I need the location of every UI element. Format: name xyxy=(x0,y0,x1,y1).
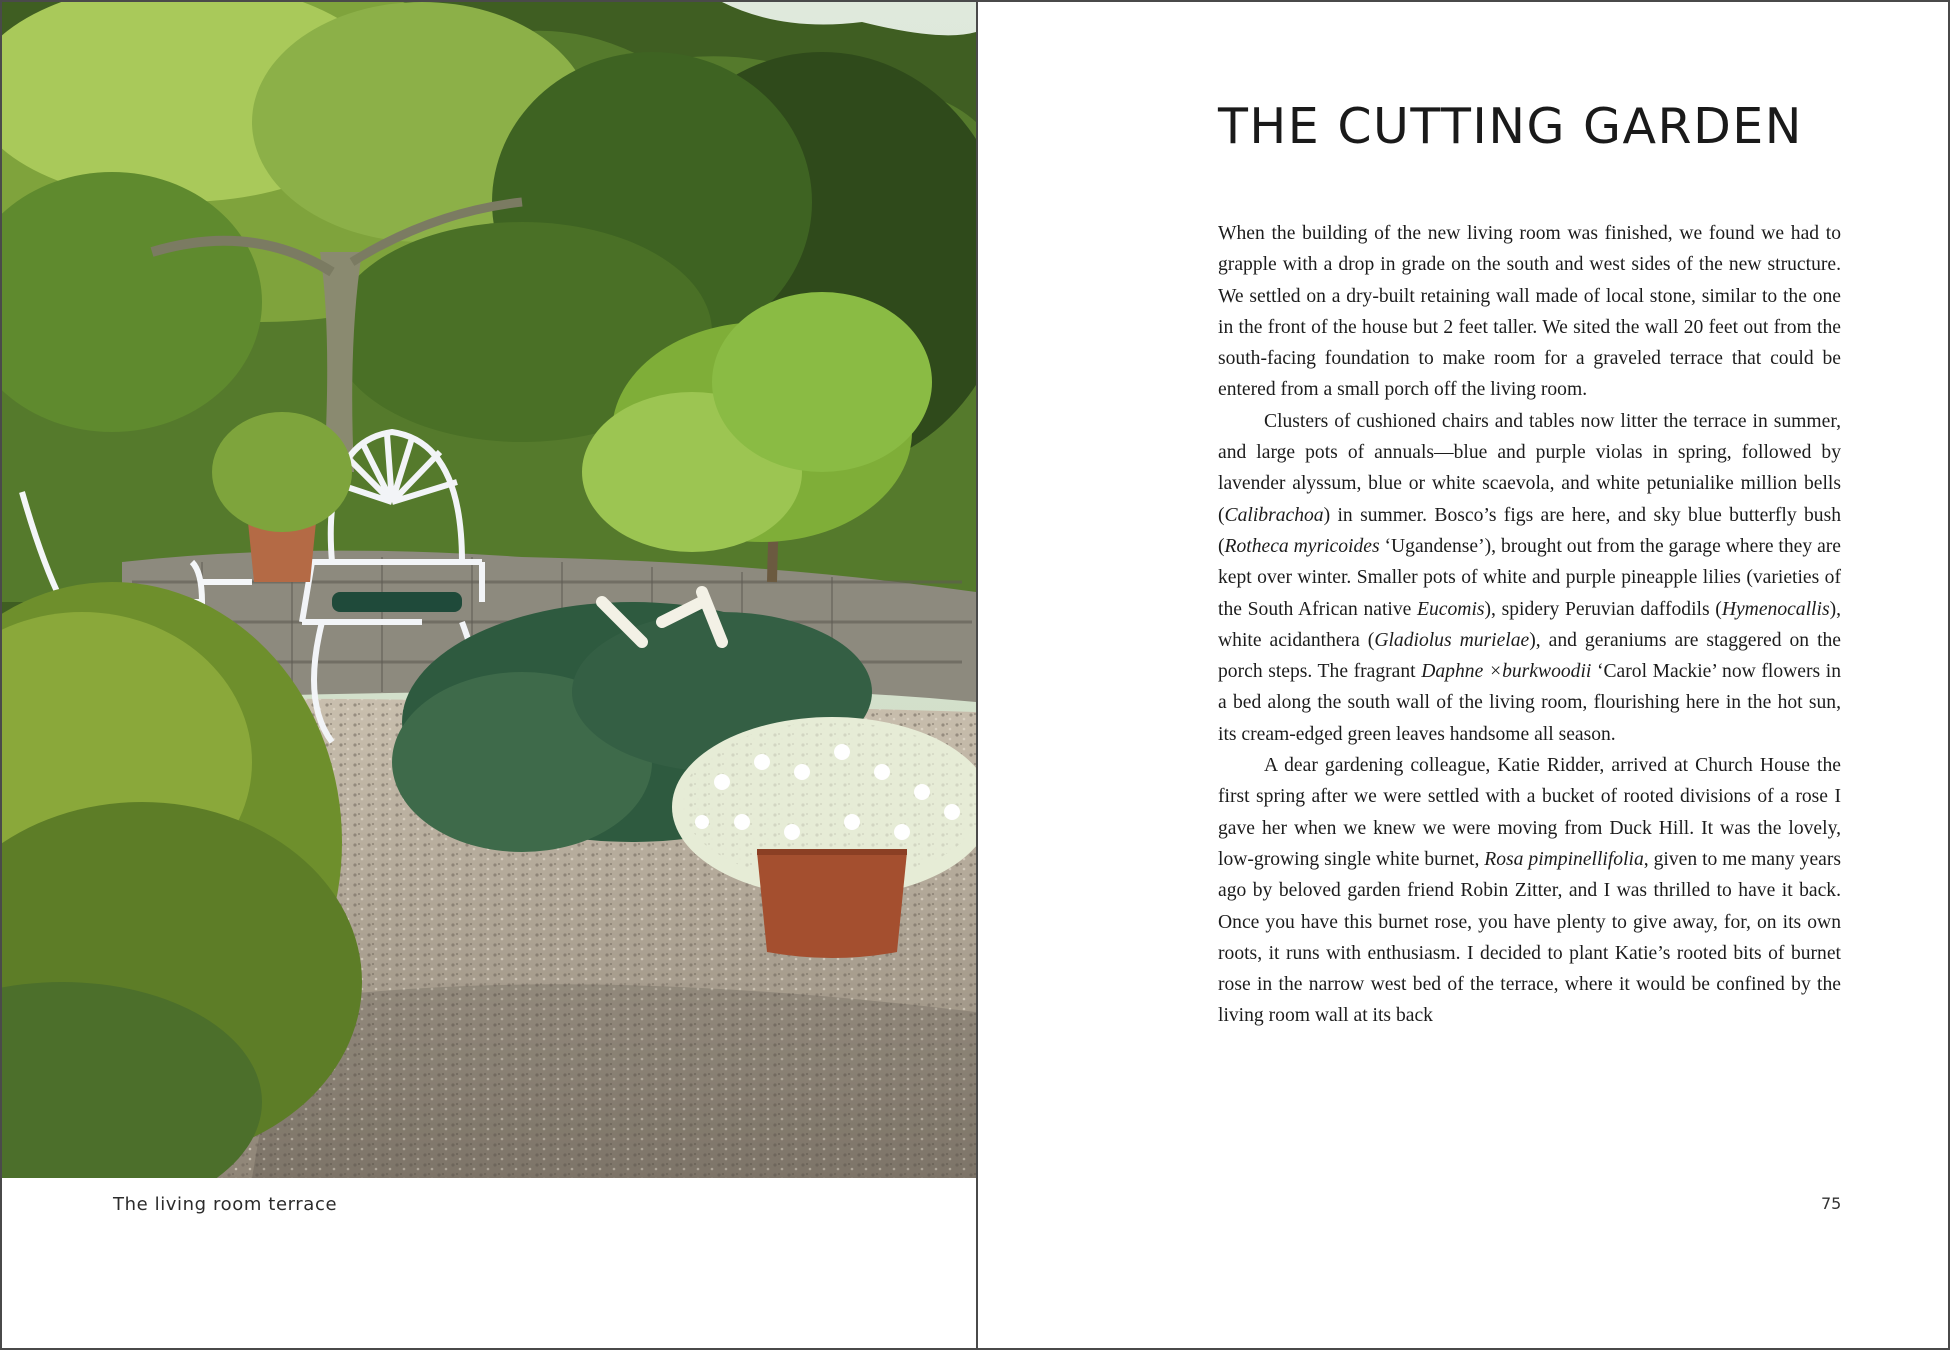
chapter-title: THE CUTTING GARDEN xyxy=(1218,98,1803,155)
italic-run: Gladiolus murielae xyxy=(1374,629,1530,651)
text-run: ) in summer. Bosco’s figs are here, and sky blue butterfly bush ( xyxy=(1218,504,1841,557)
terrace-garden-illustration xyxy=(2,2,976,1178)
body-paragraph xyxy=(1218,750,1841,1032)
text-run: ‘Ugandense’), brought out from the garage where they are kept over winter. Smaller pots of white and purple pineapple lilies (varieties of the South African native xyxy=(1218,535,1841,620)
text-run: ), white acidanthera ( xyxy=(1218,598,1842,651)
body-paragraph xyxy=(1218,218,1841,406)
body-paragraph xyxy=(1218,406,1841,750)
text-run: ), and geraniums are staggered on the porch steps. The fragrant xyxy=(1218,629,1842,683)
text-run: When the building of the new living room was finished, we found we had to grapple with a drop in grade on the south and west sides of the new structure. We settled on a dry-built retaining wall made of local stone, similar to the one in the front of the house but 2 feet taller. We sited the wall 20 feet out from the south-facing foundation to make room for a graveled terrace that could be entered from a small porch off the living room. xyxy=(1218,223,1841,401)
italic-run: Rotheca myricoides xyxy=(1224,535,1380,557)
terrace-photo xyxy=(2,2,976,1178)
text-run: Clusters of cushioned chairs and tables now litter the terrace in summer, and large pots of annuals—blue and purple violas in spring, followed by lavender alyssum, blue or white scaevola, and white petunialike million bells ( xyxy=(1218,410,1841,526)
page-number: 75 xyxy=(1821,1194,1842,1213)
italic-run: Eucomis xyxy=(1417,598,1485,620)
left-page xyxy=(2,2,976,1348)
text-run: , given to me many years ago by beloved garden friend Robin Zitter, and I was thrilled to have it back. Once you have this burnet rose, you have plenty to give away, for, on its own roots, it runs with enthusiasm. I decided to plant Katie’s rooted bits of burnet rose in the narrow west bed of the terrace, where it would be confined by the living room wall at its back xyxy=(1218,848,1841,1027)
right-page xyxy=(978,2,1950,1348)
italic-run: Rosa pimpinellifolia xyxy=(1484,848,1644,870)
italic-run: Calibrachoa xyxy=(1224,504,1324,526)
body-text xyxy=(1218,218,1841,1032)
photo-caption: The living room terrace xyxy=(113,1194,338,1215)
text-run: ), spidery Peruvian daffodils ( xyxy=(1484,598,1722,620)
text-run: A dear gardening colleague, Katie Ridder, arrived at Church House the first spring after we were settled with a bucket of rooted divisions of a rose I gave her when we knew we were moving from Duck Hill. It was the lovely, low-growing single white burnet, xyxy=(1218,755,1841,870)
italic-run: Hymenocallis xyxy=(1721,598,1830,620)
italic-run: Daphne ×burkwoodii xyxy=(1421,661,1592,683)
text-run: ‘Carol Mackie’ now flowers in a bed along the south wall of the living room, flourishing here in the hot sun, its cream-edged green leaves handsome all season. xyxy=(1218,661,1842,745)
